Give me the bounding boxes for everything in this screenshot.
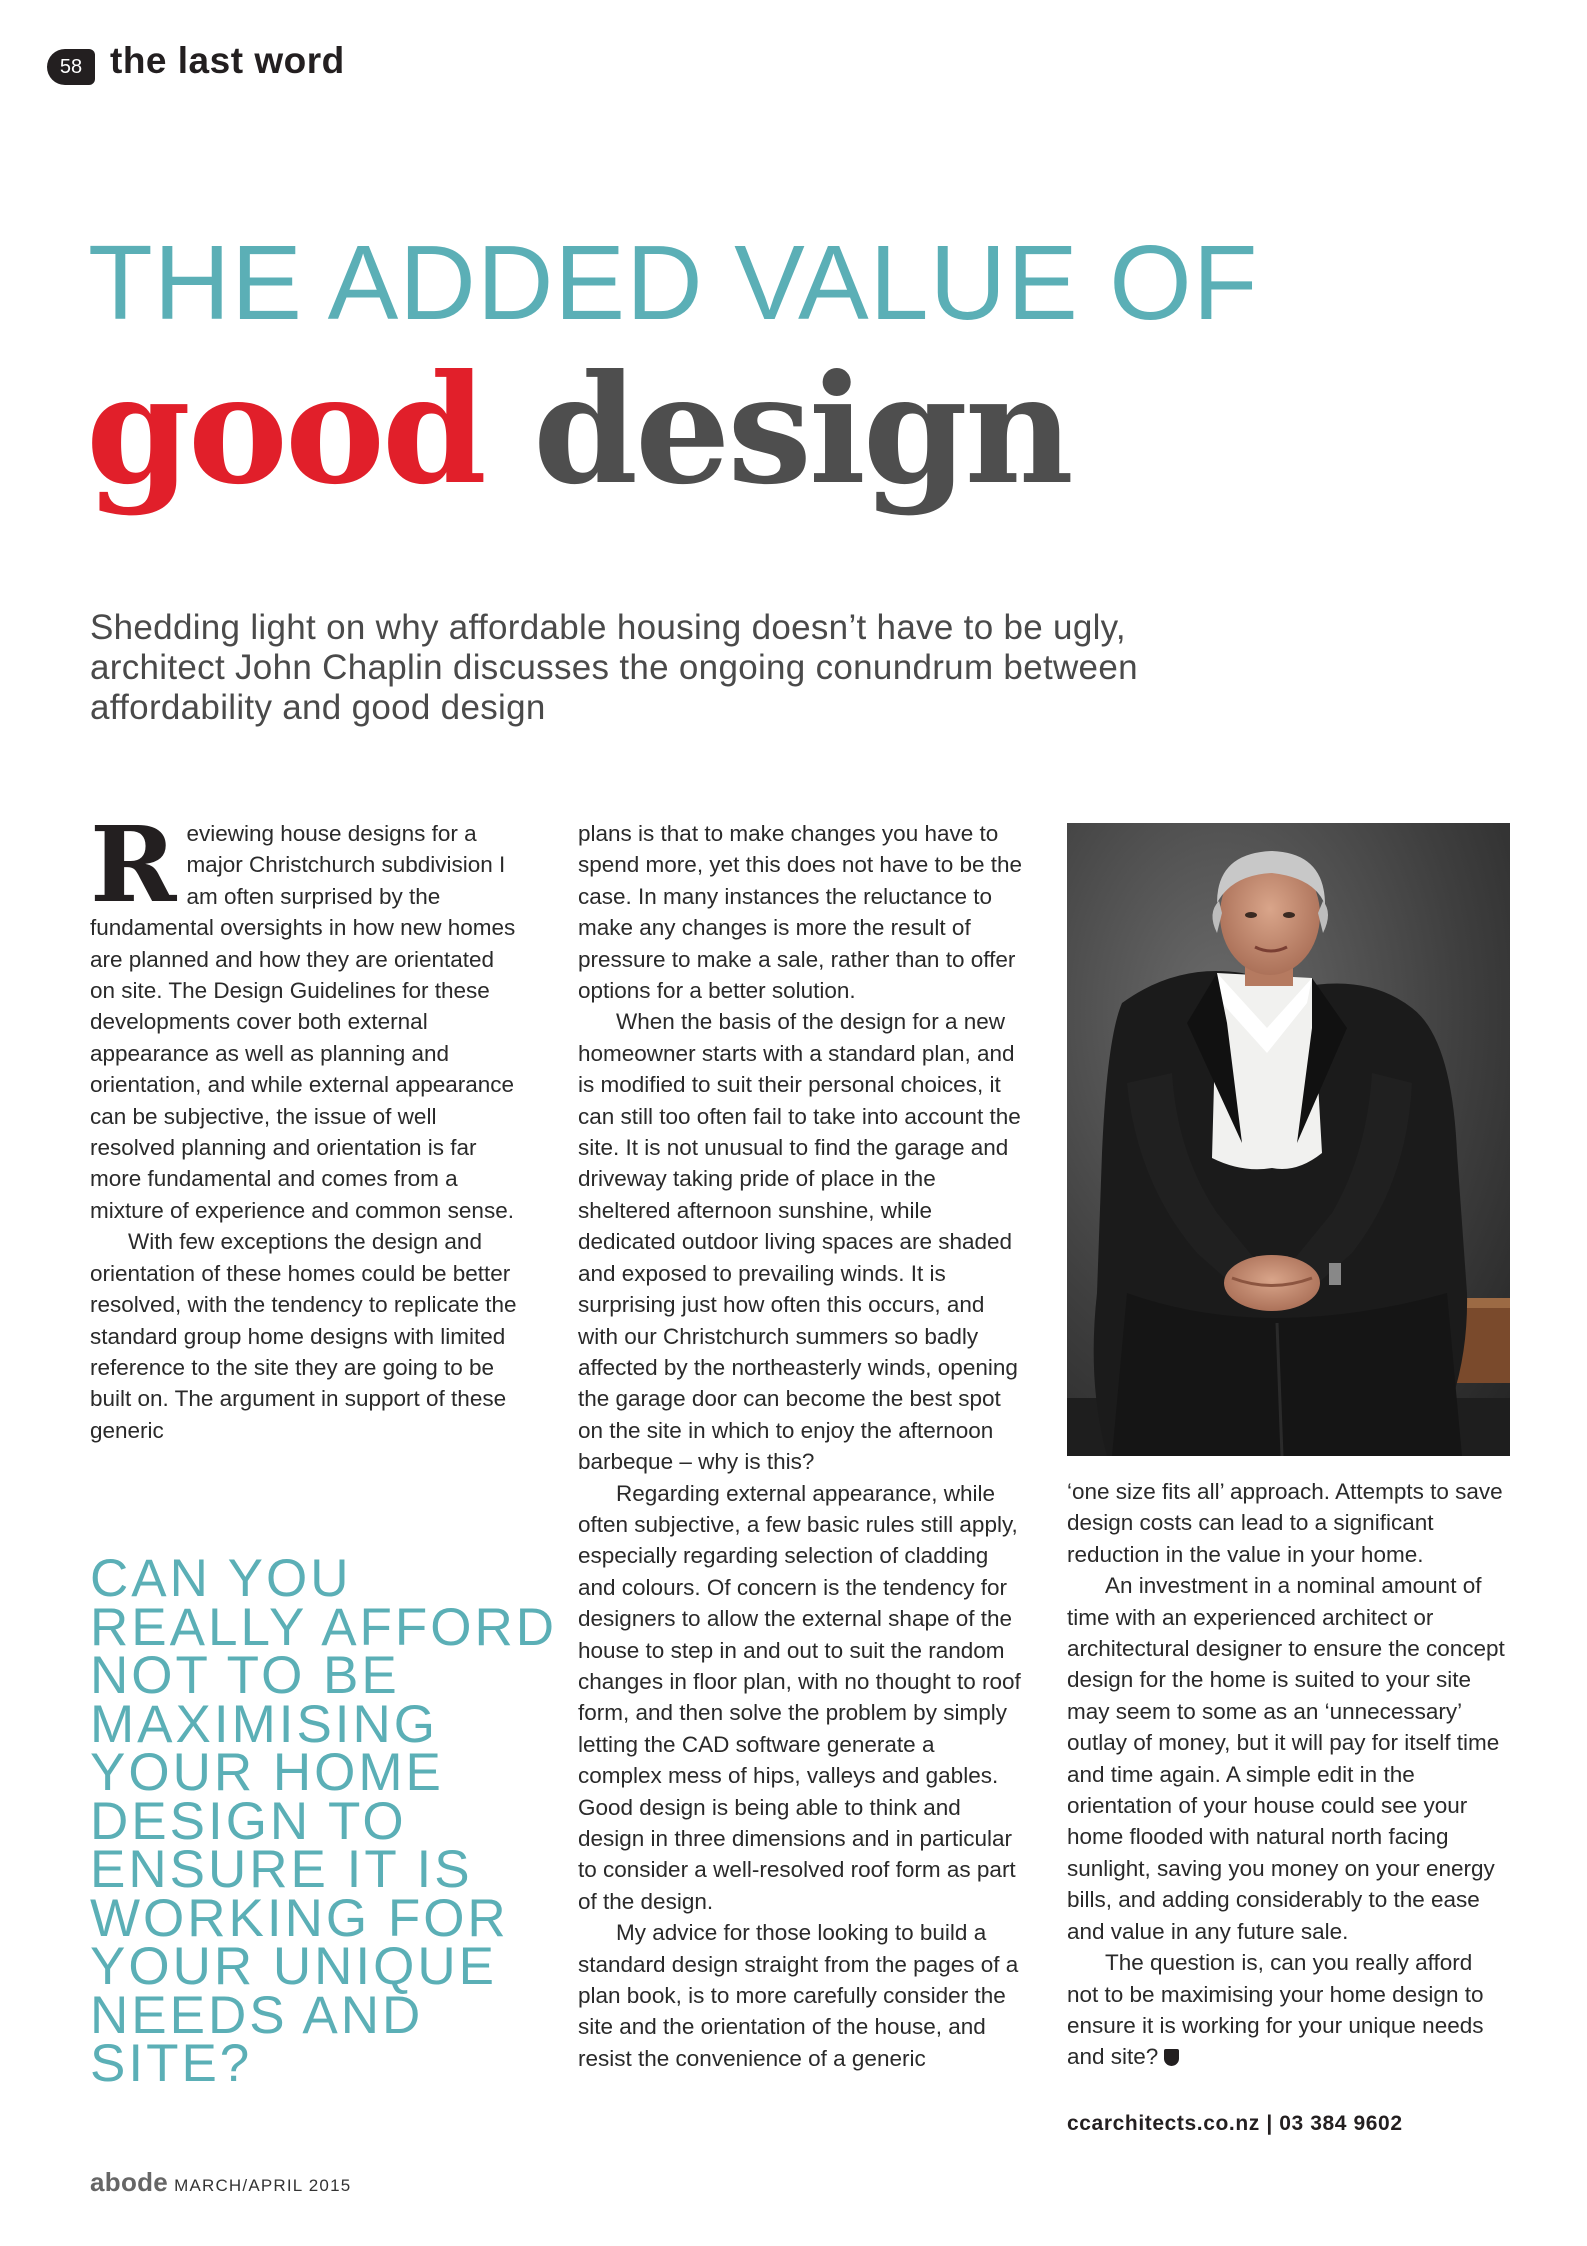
- article-column-3: [1067, 1476, 1507, 2073]
- section-label: the last word: [110, 40, 345, 81]
- end-mark-icon: [1164, 2049, 1179, 2066]
- article-paragraph: [1067, 1947, 1507, 2073]
- headline-word-good: good: [86, 342, 484, 518]
- article-column-2: [578, 818, 1023, 2074]
- page-number: 58: [47, 49, 95, 85]
- issue-date: MARCH/APRIL 2015: [174, 2176, 352, 2195]
- drop-cap: R: [90, 803, 177, 926]
- article-paragraph: An investment in a nominal amount of time with an experienced architect or architectural designer to ensure the concept design for the home is suited to your site may seem to some as an ‘unnecessary’ outlay of money, but it will pay for itself time and time again. A simple edit in the orientation of your house could see your home flooded with natural north facing sunlight, saving you money on your energy bills, and adding considerably to the ease and value in any future sale.: [1067, 1573, 1505, 1944]
- headline-top: THE ADDED VALUE OF: [88, 224, 1259, 342]
- article-paragraph: With few exceptions the design and orientation of these homes could be better resolved, with the tendency to replicate the standard group home designs with limited reference to the site they are going to be built on. The argument in support of these generic: [90, 1229, 517, 1443]
- article-column-1: [90, 803, 520, 1446]
- article-paragraph: plans is that to make changes you have to spend more, yet this does not have to be the case. In many instances the reluctance to make any changes is more the result of pressure to make a sale, rather than to offer options for a better solution.: [578, 821, 1023, 1004]
- pull-quote: CAN YOU REALLY AFFORD NOT TO BE MAXIMISING YOUR HOME DESIGN TO ENSURE IT IS WORKING FOR YOUR UNIQUE NEEDS AND SITE?: [90, 1549, 558, 2093]
- contact-info: ccarchitects.co.nz | 03 384 9602: [1067, 2112, 1403, 2135]
- footer: [90, 2167, 351, 2198]
- article-paragraph: My advice for those looking to build a standard design straight from the pages of a plan book, is to more carefully consider the site and the orientation of the house, and resist the convenience of a generic: [578, 1920, 1019, 2071]
- magazine-brand: abode: [90, 2167, 169, 2197]
- paragraph-text: eviewing house designs for a major Christchurch subdivision I am often surprised by the fundamental oversights in how new homes are planned and how they are orientated on site. The Design Guidelines for these developments cover both external appearance as well as planning and orientation, and while external appearance can be subjective, the issue of well resolved planning and orientation is far more fundamental and comes from a mixture of experience and common sense.: [90, 821, 516, 1223]
- standfirst: Shedding light on why affordable housing doesn’t have to be ugly, architect John Chaplin discusses the ongoing conundrum between affordability and good design: [90, 608, 1138, 727]
- article-paragraph: ‘one size fits all’ approach. Attempts to save design costs can lead to a significant reduction in the value in your home.: [1067, 1479, 1503, 1567]
- paragraph-text: The question is, can you really afford not to be maximising your home design to ensure it is working for your unique needs and site?: [1067, 1950, 1484, 2070]
- architect-portrait-photo: [1067, 823, 1510, 1456]
- article-paragraph: [90, 803, 520, 1226]
- headline-bottom: [86, 342, 1071, 518]
- headline-word-design: design: [533, 342, 1071, 518]
- article-paragraph: Regarding external appearance, while often subjective, a few basic rules still apply, especially regarding selection of cladding and colours. Of concern is the tendency for designers to allow the external shape of the house to step in and out to suit the random changes in floor plan, with no thought to roof form, and then solve the problem by simply letting the CAD software generate a complex mess of hips, valleys and gables. Good design is being able to think and design in three dimensions and in particular to consider a well-resolved roof form as part of the design.: [578, 1480, 1021, 1914]
- article-paragraph: When the basis of the design for a new homeowner starts with a standard plan, and is modified to suit their personal choices, it can still too often fail to take into account the site. It is not unusual to find the garage and driveway taking pride of place in the sheltered afternoon sunshine, while dedicated outdoor living spaces are shaded and exposed to prevailing winds. It is surprising just how often this occurs, and with our Christchurch summers so badly affected by the northeasterly winds, opening the garage door can become the best spot on the site in which to enjoy the afternoon barbeque – why is this?: [578, 1009, 1021, 1475]
